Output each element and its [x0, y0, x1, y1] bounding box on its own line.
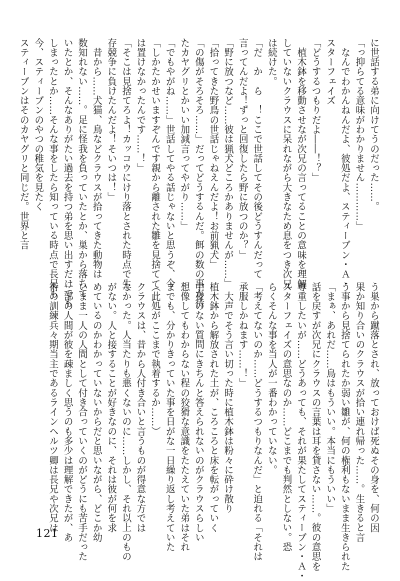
page-number: 121 [36, 527, 59, 540]
upper-text-block: に世話する弟に向けてうのだった……。 「っ抑らてる意味がわかりません…………」 なんでわかんねんだよ、彼処だよ、スティーブン・Ａ・ スターフェイズ 「どうするつもりだよ――！？」 植木鉢を移動させなが次兄の言ってることの意味を理解 していないクラウスに呆れながら大きなため息をつき次兄 は続けた。 「だ か ら ！ここで世話してその後どうすんだって 言ってんだよ！ずっと回復したら野に放つのか？」 「野に放つなど……彼は猟犬どころかありませんが……」 「拾ってきた野鳥の世話じゃねえんだよ！お前猟犬」 「の傷がそろそろ……」だってどうするんだ。餌の数の事が待 たカヤグリとかいい加減言ってやがり……」 「でもやがね……」世話してやる話じゃないと思うぞ、今 「しかたかせいますぞんです親から離された雛を見捨てて は置けなかったんです……！」 「そこは見捨てろよ！カッコウにけり落とされた時点で生 存競争に負けたんだよ！そいつは！」 昔から……犬猫、鳥などクラウスが拾ってきた動物は 数知れない……。足に怪我を負っていたとか、巣から落ちて いたとか、そんなありがたい過去を持つ弟を思い出すだけでも しまったとか……そんな事をしたら知っている時点で長兄も 今、スティーブンのやつの稚気を見たく スティーブンはそのカヤグリと同じだ。世界と言 [17, 38, 379, 308]
lower-text-block: う巣から蹴落とされ、放っておけば死ぬその身を、何の因 果か知り合いのクラウスが拾い連れ帰った……。生きると言 う事から見捨てられたか弱い雛が、何の権利もないまま生きられた 「まぁ、あれだ……鳥はもういい。本当にもういい」 話を戻すが次兄にクラウスの言葉は耳を貸さない……。彼の意思を 尊重したいが……どうあっても、それが果たしてスティーブン・Ａ・ スターフェイズの意思なのか……どこまでも判然としない。恐 らくそんな事を当人が一番わかっていない。 「考えてないのか……どうするつもりなんだ」と迫れる「それは 承服しかねます……！」 大声でそう言い切った時に植木鉢は粉々に砕け散り 植木鉢から解放された土が、ころころと床を転がっていく 中身のない質問にきちんと答えられないのがクラウスらしい 想像してもわからない程の狡猾な意識をたたえていた弟はそれ までも、分かりきっていた事を日がな一日繰り返し考えていた （此処がここまで執着するか……） クラウスは、昔から人付き合いと言うものが得意な方では なかった。人当たりも悪くないのに……しかし、それ以上のもの がない。人と接することが好きなのに、それは彼が何を求 めているのかわかっていないからだと思いながら、どこか幼 いまま一人の人間として付き合っていくのがどうにも苦手だった 一部の人間が彼を疎ましく思うのも多少は理解できたが、あ 術の訓練兵々期当主であるラインヘルツ卿は長兄や次兄は [46, 282, 379, 581]
